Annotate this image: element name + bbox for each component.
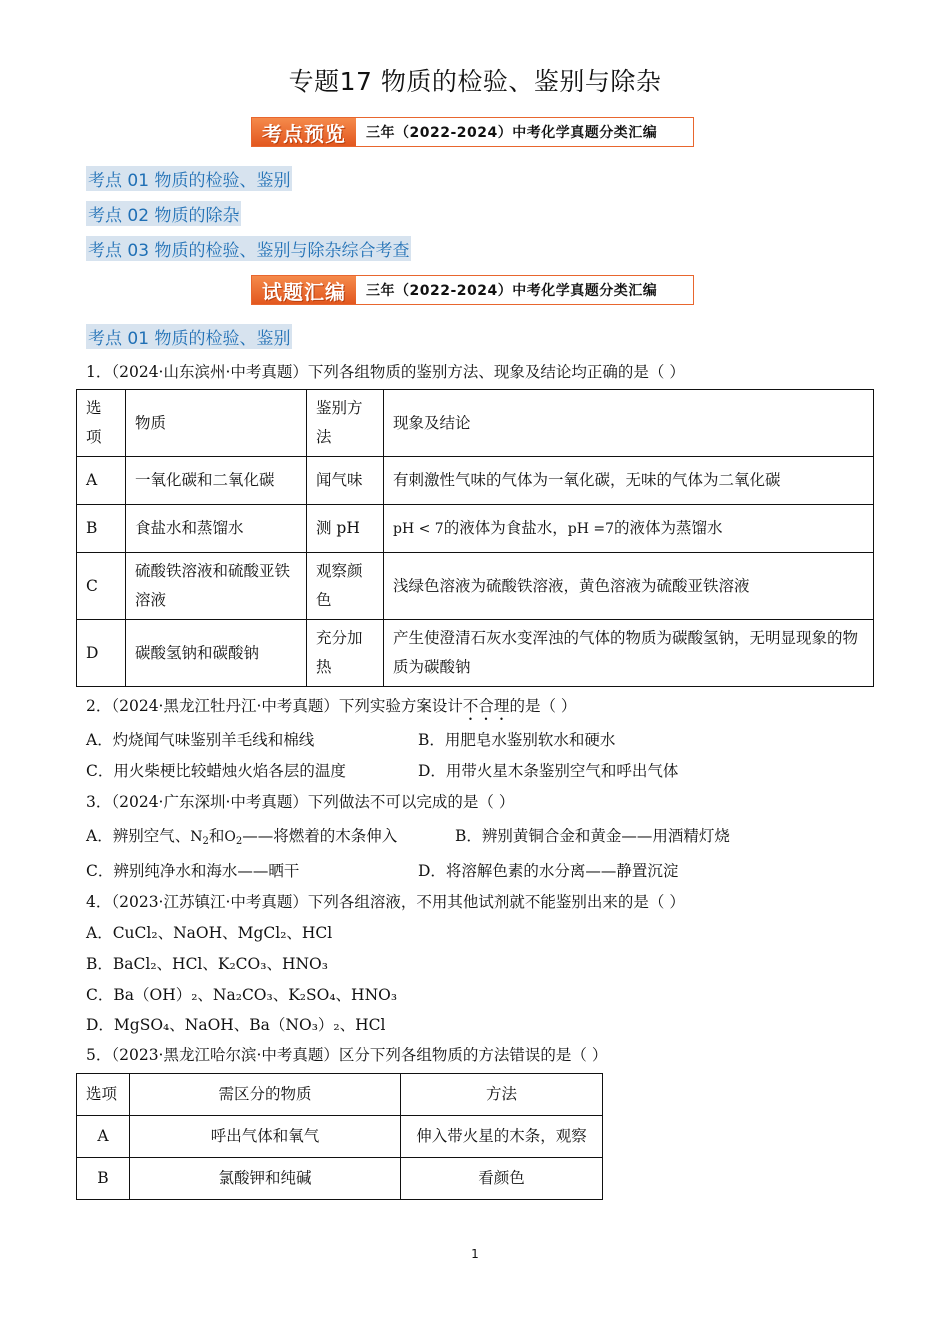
q3-option-a-text: ——将燃着的木条伸入 <box>242 827 398 845</box>
q2-option-a[interactable]: A．灼烧闻气味鉴别羊毛线和棉线 <box>86 731 315 749</box>
result-cell: 产生使澄清石灰水变浑浊的气体的物质为碳酸氢钠，无明显现象的物质为碳酸钠 <box>384 620 874 687</box>
nitrogen-symbol: N <box>190 829 203 845</box>
ph-equal-symbol: pH =7 <box>567 520 614 537</box>
header-cell: 选项 <box>77 390 126 457</box>
oxygen-symbol: O <box>224 829 236 845</box>
result-cell <box>384 505 874 553</box>
nitrogen-subscript: 2 <box>202 836 209 847</box>
q2-stem <box>86 694 576 724</box>
compilation-banner <box>251 275 694 305</box>
q3-option-d[interactable]: D．将溶解色素的水分离——静置沉淀 <box>418 862 679 880</box>
result-cell: 浅绿色溶液为硫酸铁溶液，黄色溶液为硫酸亚铁溶液 <box>384 553 874 620</box>
method-cell: 伸入带火星的木条，观察 <box>401 1116 603 1158</box>
page-title: 专题17 物质的检验、鉴别与除杂 <box>288 67 662 96</box>
q2-option-c[interactable]: C．用火柴梗比较蜡烛火焰各层的温度 <box>86 762 346 780</box>
header-cell: 需区分的物质 <box>130 1074 401 1116</box>
substance-cell: 呼出气体和氧气 <box>130 1116 401 1158</box>
substance-cell: 碳酸氢钠和碳酸钠 <box>126 620 307 687</box>
substance-cell: 硫酸铁溶液和硫酸亚铁溶液 <box>126 553 307 620</box>
method-cell: 看颜色 <box>401 1158 603 1200</box>
preview-banner-subtitle: 三年（2022-2024）中考化学真题分类汇编 <box>366 125 658 141</box>
substance-cell: 氯酸钾和纯碱 <box>130 1158 401 1200</box>
result-text: 的液体为蒸馏水 <box>614 518 723 537</box>
result-cell: 有刺激性气味的气体为一氧化碳，无味的气体为二氧化碳 <box>384 457 874 505</box>
header-cell: 鉴别方法 <box>307 390 384 457</box>
preview-item-3[interactable]: 考点 03 物质的检验、鉴别与除杂综合考查 <box>86 236 411 261</box>
preview-item-2[interactable]: 考点 02 物质的除杂 <box>86 201 241 226</box>
method-cell: 观察颜色 <box>307 553 384 620</box>
q3-option-b[interactable]: B．辨别黄铜合金和黄金——用酒精灯烧 <box>455 827 730 845</box>
table-row <box>77 1116 603 1158</box>
q1-table <box>76 389 874 687</box>
header-cell: 选项 <box>77 1074 130 1116</box>
method-cell: 闻气味 <box>307 457 384 505</box>
q3-option-c[interactable]: C．辨别纯净水和海水——晒干 <box>86 862 300 880</box>
header-cell: 现象及结论 <box>384 390 874 457</box>
q4-stem: 4．（2023·江苏镇江·中考真题）下列各组溶液，不用其他试剂就不能鉴别出来的是（ ） <box>86 893 685 911</box>
result-text: 的液体为食盐水， <box>443 518 568 537</box>
ph-less-symbol: pH < 7 <box>393 520 444 537</box>
table-row <box>77 505 874 553</box>
table-row <box>77 620 874 687</box>
q2-stem-text: 的是（ ） <box>509 697 577 715</box>
option-cell: A <box>77 457 126 505</box>
option-cell: C <box>77 553 126 620</box>
header-cell: 物质 <box>126 390 307 457</box>
q3-option-a-text: A．辨别空气、 <box>86 827 191 845</box>
table-row <box>77 457 874 505</box>
q3-stem: 3．（2024·广东深圳·中考真题）下列做法不可以完成的是（ ） <box>86 793 515 811</box>
preview-banner-tag: 考点预览 <box>252 118 356 146</box>
compilation-banner-subtitle: 三年（2022-2024）中考化学真题分类汇编 <box>366 283 658 299</box>
q2-emphasis: 不合理 <box>462 697 510 715</box>
q3-option-a[interactable] <box>86 824 397 847</box>
oxygen-subscript: 2 <box>235 836 243 847</box>
compilation-banner-tag: 试题汇编 <box>252 276 356 304</box>
q2-option-b[interactable]: B．用肥皂水鉴别软水和硬水 <box>418 731 616 749</box>
q1-stem: 1．（2024·山东滨州·中考真题）下列各组物质的鉴别方法、现象及结论均正确的是（ ） <box>86 363 685 381</box>
method-cell: 测 pH <box>307 505 384 553</box>
table-header-row <box>77 390 874 457</box>
option-cell: B <box>77 505 126 553</box>
option-cell: D <box>77 620 126 687</box>
q2-option-d[interactable]: D．用带火星木条鉴别空气和呼出气体 <box>418 762 679 780</box>
preview-item-1[interactable]: 考点 01 物质的检验、鉴别 <box>86 166 292 191</box>
q4-option-c[interactable]: C．Ba（OH）₂、Na₂CO₃、K₂SO₄、HNO₃ <box>86 986 398 1004</box>
q3-option-a-text: 和 <box>208 827 225 845</box>
section-heading: 考点 01 物质的检验、鉴别 <box>86 324 292 349</box>
option-cell: B <box>77 1158 130 1200</box>
table-header-row <box>77 1074 603 1116</box>
preview-banner <box>251 117 694 147</box>
method-cell: 充分加热 <box>307 620 384 687</box>
substance-cell: 一氧化碳和二氧化碳 <box>126 457 307 505</box>
q5-table <box>76 1073 603 1200</box>
page-number: 1 <box>471 1247 479 1261</box>
option-cell: A <box>77 1116 130 1158</box>
q5-stem: 5．（2023·黑龙江哈尔滨·中考真题）区分下列各组物质的方法错误的是（ ） <box>86 1046 608 1064</box>
substance-cell: 食盐水和蒸馏水 <box>126 505 307 553</box>
q4-option-b[interactable]: B．BaCl₂、HCl、K₂CO₃、HNO₃ <box>86 955 328 973</box>
q2-stem-text: 2．（2024·黑龙江牡丹江·中考真题）下列实验方案设计 <box>86 697 463 715</box>
table-row <box>77 553 874 620</box>
header-cell: 方法 <box>401 1074 603 1116</box>
table-row <box>77 1158 603 1200</box>
q4-option-d[interactable]: D．MgSO₄、NaOH、Ba（NO₃）₂、HCl <box>86 1016 386 1034</box>
q4-option-a[interactable]: A．CuCl₂、NaOH、MgCl₂、HCl <box>86 924 333 942</box>
